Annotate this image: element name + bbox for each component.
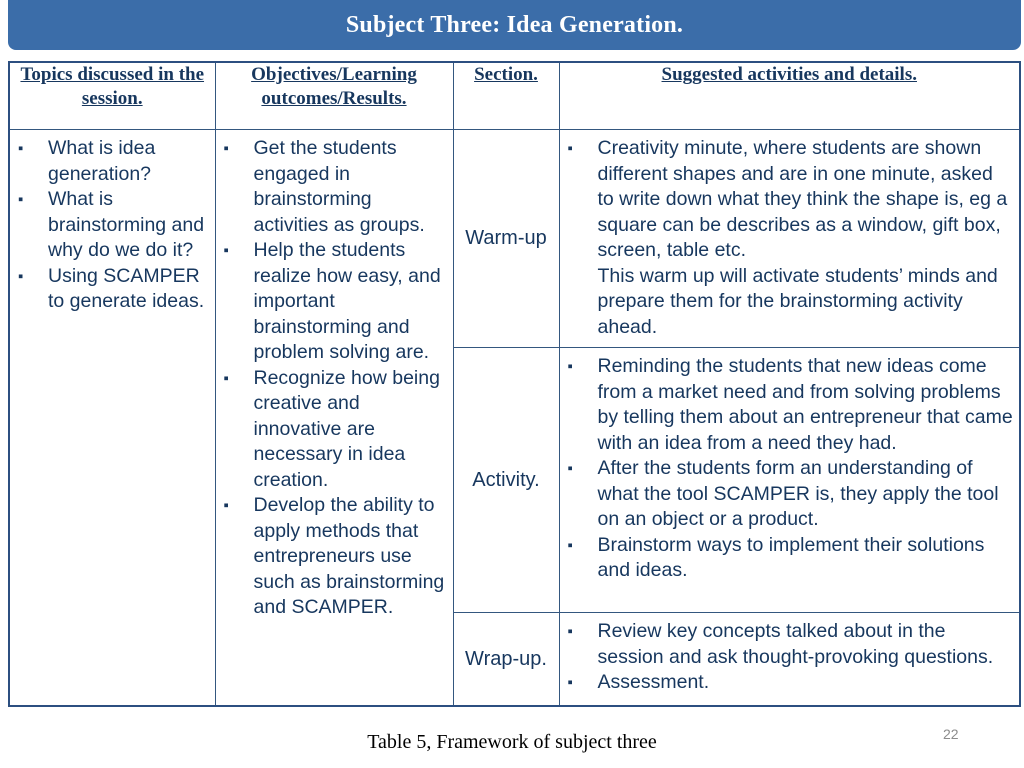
header-objectives: Objectives/Learning outcomes/Results. <box>215 62 453 130</box>
objectives-cell <box>215 130 453 707</box>
page-number: 22 <box>943 726 959 742</box>
topic-item: ▪ What is idea generation? <box>18 136 209 187</box>
warmup-note: This warm up will activate students’ minds and prepare them for the brainstorming activity ahead. <box>597 264 998 338</box>
table-caption: Table 5, Framework of subject three <box>367 731 657 753</box>
main-activities-cell <box>559 348 1020 613</box>
topic-item: ▪ What is brainstorming and why do we do it? <box>18 187 209 264</box>
topics-list <box>10 130 215 315</box>
objective-item: ▪ Get the students engaged in brainstorming activities as groups. <box>224 136 447 238</box>
slide-title: Subject Three: Idea Generation. <box>345 11 684 38</box>
activity-item: ▪ Assessment. <box>568 670 1014 696</box>
wrapup-activities-cell <box>559 613 1020 707</box>
framework-table <box>8 61 1021 707</box>
warmup-activity-list <box>560 130 1020 264</box>
activity-item: ▪ After the students form an understanding of what the tool SCAMPER is, they apply the tool on an object or a product. <box>568 456 1014 533</box>
activity-item: ▪ Review key concepts talked about in the session and ask thought-provoking questions. <box>568 619 1014 670</box>
section-activity: Activity. <box>453 348 559 613</box>
warmup-row <box>9 130 1020 348</box>
header-topics: Topics discussed in the session. <box>9 62 215 130</box>
header-activities: Suggested activities and details. <box>559 62 1020 130</box>
header-row <box>9 62 1020 130</box>
section-wrap-up: Wrap-up. <box>453 613 559 707</box>
objective-item: ▪ Help the students realize how easy, and important brainstorming and problem solving are. <box>224 238 447 366</box>
activity-item: ▪ Creativity minute, where students are shown different shapes and are in one minute, asked to write down what they think the shape is, eg a square can be describes as a window, gift box, screen, table etc. <box>568 136 1014 264</box>
topic-item: ▪ Using SCAMPER to generate ideas. <box>18 264 209 315</box>
wrapup-activity-list <box>560 613 1020 696</box>
activity-item: ▪ Brainstorm ways to implement their solutions and ideas. <box>568 533 1014 584</box>
title-banner <box>8 0 1021 50</box>
header-section: Section. <box>453 62 559 130</box>
main-activity-list <box>560 348 1020 584</box>
objectives-list <box>216 130 453 621</box>
objective-item: ▪ Develop the ability to apply methods that entrepreneurs use such as brainstorming and SCAMPER. <box>224 493 447 621</box>
section-warm-up: Warm-up <box>453 130 559 348</box>
activity-item: ▪ Reminding the students that new ideas come from a market need and from solving problems by telling them about an entrepreneur that came with an idea from a need they had. <box>568 354 1014 456</box>
topics-cell <box>9 130 215 707</box>
warmup-activities-cell <box>559 130 1020 348</box>
objective-item: ▪ Recognize how being creative and innovative are necessary in idea creation. <box>224 366 447 494</box>
